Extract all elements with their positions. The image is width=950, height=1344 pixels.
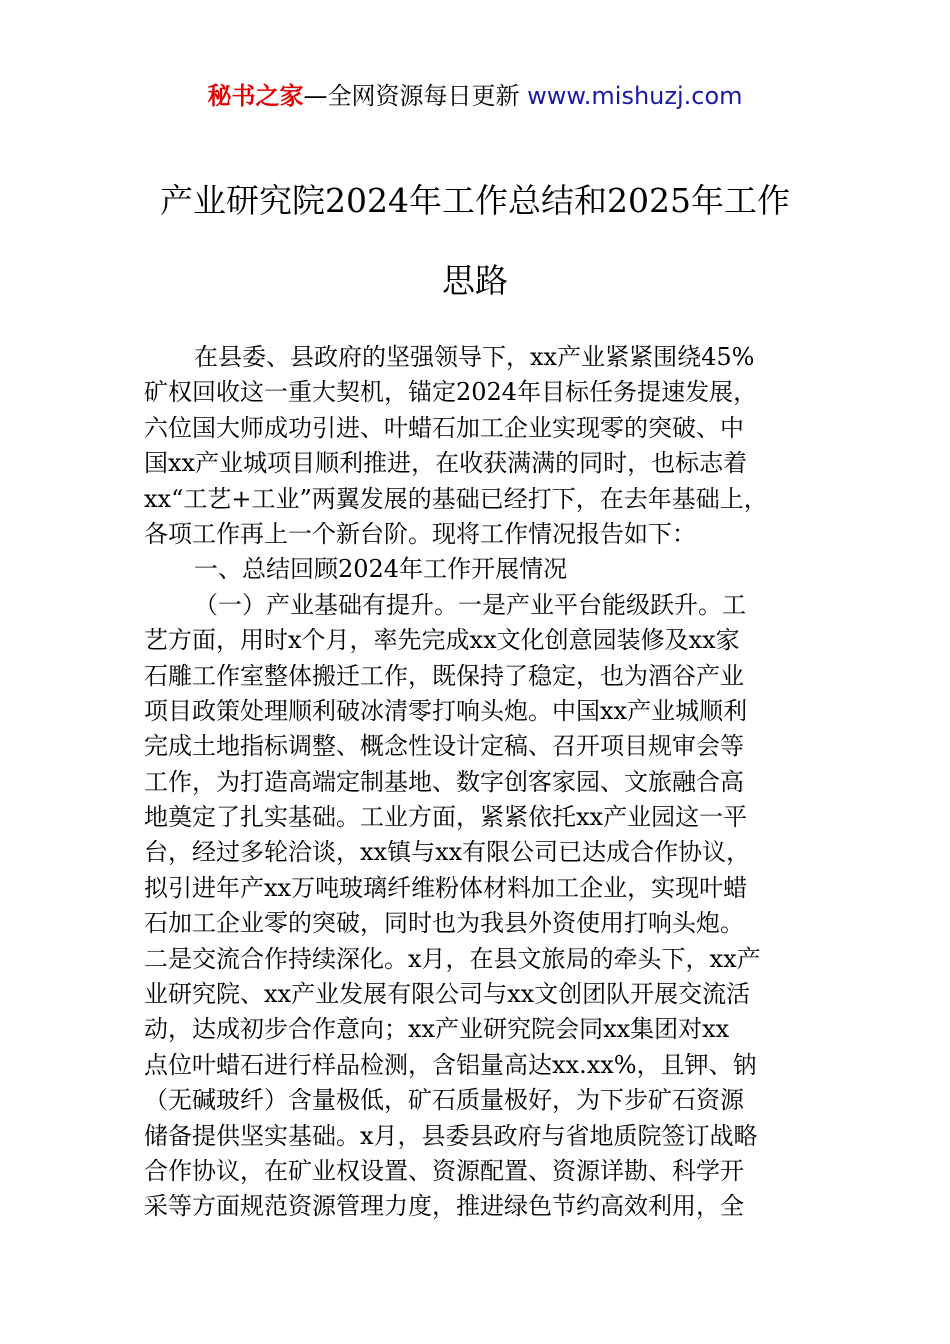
section-heading: 一、总结回顾2024年工作开展情况 [194,555,568,584]
body-line: 六位国大师成功引进、叶蜡石加工企业实现零的突破、中 [144,413,744,442]
body-line: xx“工艺+工业”两翼发展的基础已经打下，在去年基础上， [144,484,768,513]
body-line: 矿权回收这一重大契机，锚定2024年目标任务提速发展， [144,378,758,407]
site-header [0,80,950,112]
body-line: 台，经过多轮洽谈，xx镇与xx有限公司已达成合作协议， [144,838,751,867]
site-url-link[interactable]: www.mishuzj.com [527,82,743,110]
body-line: 完成土地指标调整、概念性设计定稿、召开项目规审会等 [144,732,744,761]
brand-name: 秘书之家 [207,82,304,110]
body-line: 储备提供坚实基础。x月，县委县政府与省地质院签订战略 [144,1121,758,1150]
body-line: （一）产业基础有提升。一是产业平台能级跃升。工 [194,590,746,619]
body-line: 石加工企业零的突破，同时也为我县外资使用打响头炮。 [144,909,744,938]
title-line-1: 产业研究院2024年工作总结和2025年工作 [160,181,790,220]
body-line: 项目政策处理顺利破冰清零打响头炮。中国xx产业城顺利 [144,696,748,725]
body-line: 二是交流合作持续深化。x月，在县文旅局的牵头下，xx产 [144,944,761,973]
body-line: 各项工作再上一个新台阶。现将工作情况报告如下： [144,519,696,548]
document-body [144,340,814,1225]
body-line: 在县委、县政府的坚强领导下，xx产业紧紧围绕45% [194,343,755,371]
body-line: 点位叶蜡石进行样品检测，含铝量高达xx.xx%，且钾、钠 [144,1050,757,1079]
body-line: 拟引进年产xx万吨玻璃纤维粉体材料加工企业，实现叶蜡 [144,873,748,902]
body-line: 石雕工作室整体搬迁工作，既保持了稳定，也为酒谷产业 [144,661,744,690]
title-line-2: 思路 [442,261,508,300]
body-line: 合作协议，在矿业权设置、资源配置、资源详勘、科学开 [144,1156,744,1185]
body-line: 艺方面，用时x个月，率先完成xx文化创意园装修及xx家 [144,626,740,655]
header-tagline: —全网资源每日更新 [303,82,528,110]
document-title [120,178,830,304]
body-line: 工作，为打造高端定制基地、数字创客家园、文旅融合高 [144,767,744,796]
body-line: 采等方面规范资源管理力度，推进绿色节约高效利用，全 [144,1192,744,1221]
body-line: 地奠定了扎实基础。工业方面，紧紧依托xx产业园这一平 [144,803,748,832]
body-line: 业研究院、xx产业发展有限公司与xx文创团队开展交流活 [144,980,751,1009]
body-line: 国xx产业城项目顺利推进，在收获满满的同时，也标志着 [144,449,748,478]
body-line: 动，达成初步合作意向；xx产业研究院会同xx集团对xx [144,1015,730,1044]
body-line: （无碱玻纤）含量极低，矿石质量极好，为下步矿石资源 [144,1086,744,1115]
